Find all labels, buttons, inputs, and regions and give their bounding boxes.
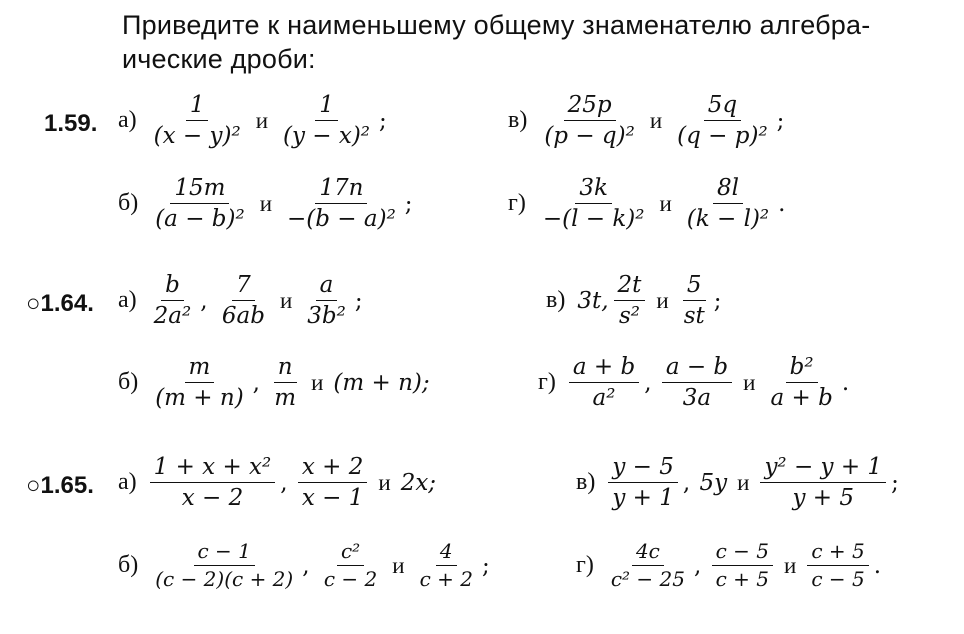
punctuation: ;	[891, 469, 899, 496]
denominator: −(l − k)²	[542, 206, 645, 233]
problem-number-1-64: ○1.64.	[26, 290, 94, 317]
problem-1-65-g	[576, 540, 881, 591]
numerator: 15m	[170, 175, 229, 204]
instruction-line-1: Приведите к наименьшему общему знаменателю алгебра-	[122, 10, 871, 40]
item-label: в)	[508, 107, 528, 134]
item-label: а)	[118, 107, 137, 134]
problem-1-59-b	[118, 175, 413, 233]
item-label: б)	[118, 552, 139, 578]
numerator: 3k	[575, 175, 612, 204]
denominator: 2a²	[153, 303, 192, 330]
fraction-2	[662, 354, 732, 412]
fraction-2	[673, 92, 772, 150]
item-label: б)	[118, 369, 139, 396]
conjunction: и	[649, 107, 663, 133]
punctuation: ;	[404, 190, 413, 217]
numerator: c²	[337, 540, 364, 566]
numerator: 4	[436, 540, 457, 566]
denominator: m	[274, 385, 297, 412]
denominator: s²	[618, 303, 640, 330]
denominator: y + 5	[792, 485, 855, 512]
denominator: 3a	[682, 385, 712, 412]
denominator: c + 2	[419, 567, 473, 591]
comma: ,	[302, 552, 317, 579]
punctuation: ;	[379, 107, 387, 134]
conjunction: и	[279, 287, 293, 313]
numerator: y − 5	[608, 454, 678, 483]
conjunction: и	[392, 552, 405, 578]
numerator: 25p	[564, 92, 616, 121]
numerator: y² − y + 1	[760, 454, 886, 483]
denominator: c − 2	[323, 567, 378, 591]
numerator: 5q	[704, 92, 741, 121]
trailing-term: (m + n);	[333, 369, 430, 396]
conjunction: и	[259, 190, 273, 216]
denominator: (a − b)²	[155, 206, 245, 233]
denominator: (m + n)	[155, 385, 244, 412]
numerator: a	[316, 272, 338, 301]
denominator: (q − p)²	[677, 123, 768, 150]
denominator: a + b	[770, 385, 833, 412]
fraction-2	[683, 175, 773, 233]
comma: ,	[200, 287, 215, 314]
fraction-2	[680, 272, 709, 330]
denominator: y + 1	[612, 485, 674, 512]
comma: ,	[252, 369, 268, 396]
denominator: −(b − a)²	[287, 206, 396, 233]
fraction-1	[607, 540, 689, 591]
fraction-1	[614, 272, 646, 330]
numerator: c − 1	[194, 540, 255, 566]
item-label: в)	[546, 287, 566, 314]
punctuation: .	[841, 369, 850, 396]
item-label: а)	[118, 287, 137, 314]
problem-1-64-a	[118, 272, 363, 330]
conjunction: и	[311, 369, 324, 395]
denominator: (k − l)²	[686, 206, 770, 233]
problem-1-59-a	[118, 92, 387, 150]
middle-term: 5y	[699, 469, 728, 496]
numerator: 5	[683, 272, 706, 301]
fraction-1	[150, 454, 276, 512]
fraction-2	[320, 540, 381, 591]
conjunction: и	[378, 469, 391, 495]
denominator: st	[683, 303, 705, 330]
denominator: (c − 2)(c + 2)	[155, 567, 294, 591]
item-label: в)	[576, 469, 596, 496]
numerator: a − b	[662, 354, 732, 383]
comma: ,	[280, 469, 295, 496]
punctuation: ;	[713, 287, 722, 314]
denominator: 3b²	[307, 303, 346, 330]
item-label: а)	[118, 469, 137, 496]
fraction-2	[283, 175, 400, 233]
denominator: c² − 25	[610, 567, 685, 591]
denominator: c − 5	[811, 567, 865, 591]
conjunction: и	[659, 190, 672, 216]
punctuation: ;	[354, 287, 363, 314]
conjunction: и	[784, 552, 797, 578]
fraction-2	[712, 540, 773, 591]
problem-1-59-g	[508, 175, 785, 233]
fraction-3	[303, 272, 350, 330]
numerator: c + 5	[807, 540, 868, 566]
numerator: 8l	[713, 175, 743, 204]
denominator: (x − y)²	[153, 123, 241, 150]
fraction-1	[151, 540, 297, 591]
numerator: n	[274, 354, 297, 383]
comma: ,	[693, 552, 709, 579]
comma: ,	[682, 469, 698, 496]
punctuation: ;	[776, 107, 785, 134]
numerator: 2t	[614, 272, 646, 301]
denominator: c + 5	[715, 567, 770, 591]
fraction-1	[608, 454, 678, 512]
problem-1-65-v	[576, 454, 899, 512]
problem-1-64-v	[546, 272, 722, 330]
numerator: 7	[232, 272, 255, 301]
item-label: г)	[576, 552, 594, 578]
numerator: 1	[315, 92, 338, 121]
denominator: 6ab	[221, 303, 265, 330]
numerator: c − 5	[712, 540, 773, 566]
punctuation: .	[873, 552, 882, 579]
fraction-3	[760, 454, 886, 512]
instruction-line-2: ические дроби:	[122, 44, 316, 74]
numerator: 1	[186, 92, 209, 121]
problem-number-1-65: ○1.65.	[26, 472, 94, 499]
problem-1-65-b	[118, 540, 490, 591]
problem-1-59-v	[508, 92, 784, 150]
conjunction: и	[743, 369, 756, 395]
numerator: 17n	[315, 175, 367, 204]
fraction-3	[807, 540, 868, 591]
fraction-1	[569, 354, 639, 412]
fraction-1	[539, 175, 649, 233]
comma: ,	[644, 369, 659, 396]
problem-1-64-b	[118, 354, 432, 412]
fraction-1	[540, 92, 639, 150]
fraction-3	[416, 540, 477, 591]
leading-term: 3t,	[577, 287, 609, 314]
conjunction: и	[737, 469, 750, 495]
fraction-1	[150, 92, 245, 150]
item-label: г)	[508, 190, 526, 217]
fraction-1	[151, 175, 249, 233]
numerator: x + 2	[298, 454, 368, 483]
fraction-1	[150, 272, 196, 330]
numerator: m	[185, 354, 215, 383]
numerator: a + b	[569, 354, 639, 383]
fraction-2	[270, 354, 300, 412]
item-label: б)	[118, 190, 139, 217]
problem-number-1-59: 1.59.	[44, 110, 98, 137]
numerator: b	[161, 272, 184, 301]
fraction-2	[298, 454, 368, 512]
denominator: x − 2	[181, 485, 244, 512]
denominator: x − 1	[301, 485, 364, 512]
denominator: a²	[592, 385, 616, 412]
trailing-term: 2x;	[400, 469, 437, 496]
conjunction: и	[255, 107, 268, 133]
punctuation: ;	[481, 552, 490, 579]
denominator: (y − x)²	[283, 123, 371, 150]
fraction-1	[151, 354, 247, 412]
item-label: г)	[538, 369, 556, 396]
punctuation: .	[778, 190, 786, 217]
denominator: (p − q)²	[544, 123, 635, 150]
problem-1-65-a	[118, 454, 438, 512]
numerator: b²	[786, 354, 818, 383]
fraction-3	[766, 354, 836, 412]
numerator: 4c	[632, 540, 664, 566]
numerator: 1 + x + x²	[150, 454, 276, 483]
conjunction: и	[656, 287, 669, 313]
fraction-2	[279, 92, 374, 150]
task-instruction	[122, 8, 952, 76]
fraction-2	[218, 272, 269, 330]
problem-1-64-g	[538, 354, 849, 412]
